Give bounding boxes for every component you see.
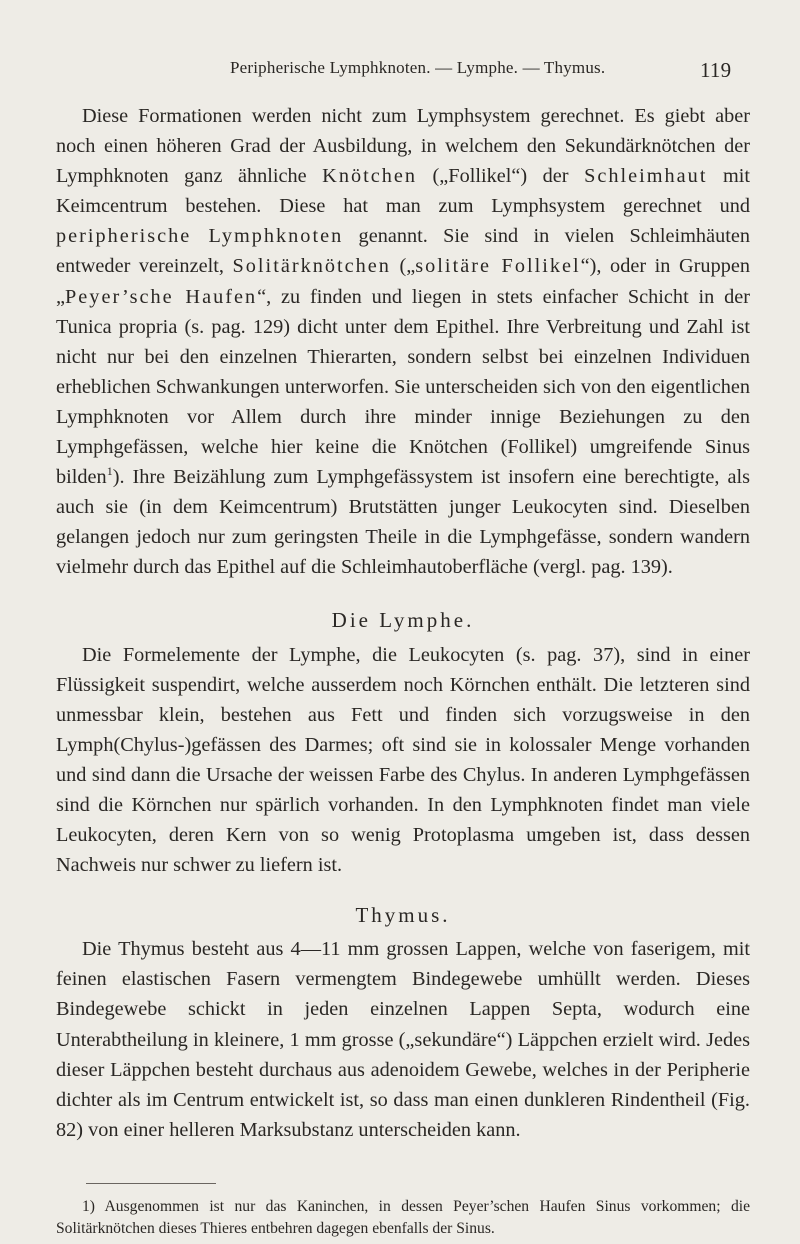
text-run: mit Keimcentrum bestehen. Diese hat man zum Lymphsystem gerechnet und — [56, 165, 751, 218]
paragraph-lymphe: Die Formelemente der Lymphe, die Leukocyten (s. pag. 37), sind in einer Flüssigkeit suspendirt, welche ausserdem noch Körnchen enthält. Die letzteren sind unmessbar klein, bestehen aus Fett und finden sich vorzugsweise in den Lymph(Chylus-)gefässen des Darmes; oft sind sie in kolossaler Menge vorhanden und sind dann die Ursache der weissen Farbe des Chylus. In anderen Lymphgefässen sind die Körnchen nur spärlich vorhanden. In den Lymphknoten findet man viele Leukocyten, deren Kern von so wenig Protoplasma umgeben ist, dass dessen Nachweis nur schwer zu liefern ist. — [56, 643, 750, 877]
paragraph-thymus: Die Thymus besteht aus 4—11 mm grossen Lappen, welche von faserigem, mit feinen elastischen Fasern vermengtem Bindegewebe umhüllt werden. Dieses Bindegewebe schickt in jeden einzelnen Lappen Septa, wodurch eine Unterabtheilung in kleinere, 1 mm grosse („sekundäre“) Läppchen erzielt wird. Jedes dieser Läppchen besteht durchaus aus adenoidem Gewebe, welches in der Peripherie dichter als im Centrum entwickelt ist, so dass man einen dunkleren Rindentheil (Fig. 82) von einer helleren Marksubstanz unterscheiden kann. — [56, 938, 750, 1141]
section-heading-thymus: Thymus. — [355, 903, 451, 928]
text-run: “), oder in Gruppen „ — [56, 255, 750, 308]
text-run: Diese Formationen werden nicht zum Lymphsystem gerechnet. Es giebt aber noch einen höheren Grad der Ausbildung, in welchem den Sekundärknötchen der Lymphknoten ganz ähnliche — [56, 105, 750, 188]
footnote: 1) Ausgenommen ist nur das Kaninchen, in dessen Peyer’schen Haufen Sinus vorkommen; die Solitärknötchen dieses Thieres entbehren dagegen ebenfalls der Sinus. — [56, 1197, 750, 1237]
spaced-term: peripherische Lymphknoten — [56, 225, 344, 248]
footnote-reference: 1 — [106, 464, 113, 479]
page-number: 119 — [700, 58, 732, 82]
text-run: ). Ihre Beizählung zum Lymphgefässystem ist insofern eine berechtigte, als auch sie (in dem Keimcentrum) Brutstätten junger Leukocyten sind. Dieselben gelangen jedoch nur zum geringsten Theile in die Lymphgefässe, sondern wandern vielmehr durch das Epithel auf die Schleimhautoberfläche (vergl. pag. 139). — [56, 466, 750, 579]
spaced-term: Knötchen — [322, 165, 418, 188]
spaced-term: Solitärknötchen — [232, 255, 391, 278]
text-run: “, zu finden und liegen in stets einfacher Schicht in der Tunica propria (s. pag. 129) dicht unter dem Epithel. Ihre Verbreitung und Zahl ist nicht nur bei den einzelnen Thierarten, sondern selbst bei einzelnen Individuen erheblichen Schwankungen unterworfen. Sie unterscheiden sich von den eigentlichen Lymphknoten vor Allem durch ihre minder innige Beziehungen zu den Lymphgefässen, welche hier keine die Knötchen (Follikel) umgreifende Sinus bilden — [56, 285, 751, 489]
text-run: („Follikel“) der — [417, 165, 585, 188]
running-title: Peripherische Lymphknoten. — Lymphe. — Thymus. — [230, 58, 606, 77]
spaced-term: Schleimhaut — [584, 165, 708, 188]
page-body — [56, 101, 750, 1240]
spaced-term: solitäre Follikel — [415, 255, 581, 278]
text-run: („ — [390, 255, 416, 278]
footnote-divider — [86, 1183, 216, 1184]
spaced-term: Peyer’sche Haufen — [65, 285, 258, 308]
section-heading-lymphe: Die Lymphe. — [331, 607, 475, 632]
text-run: genannt. Sie sind in vielen Schleimhäuten entweder vereinzelt, — [56, 225, 750, 278]
paragraph-lymphknoten — [56, 101, 750, 583]
